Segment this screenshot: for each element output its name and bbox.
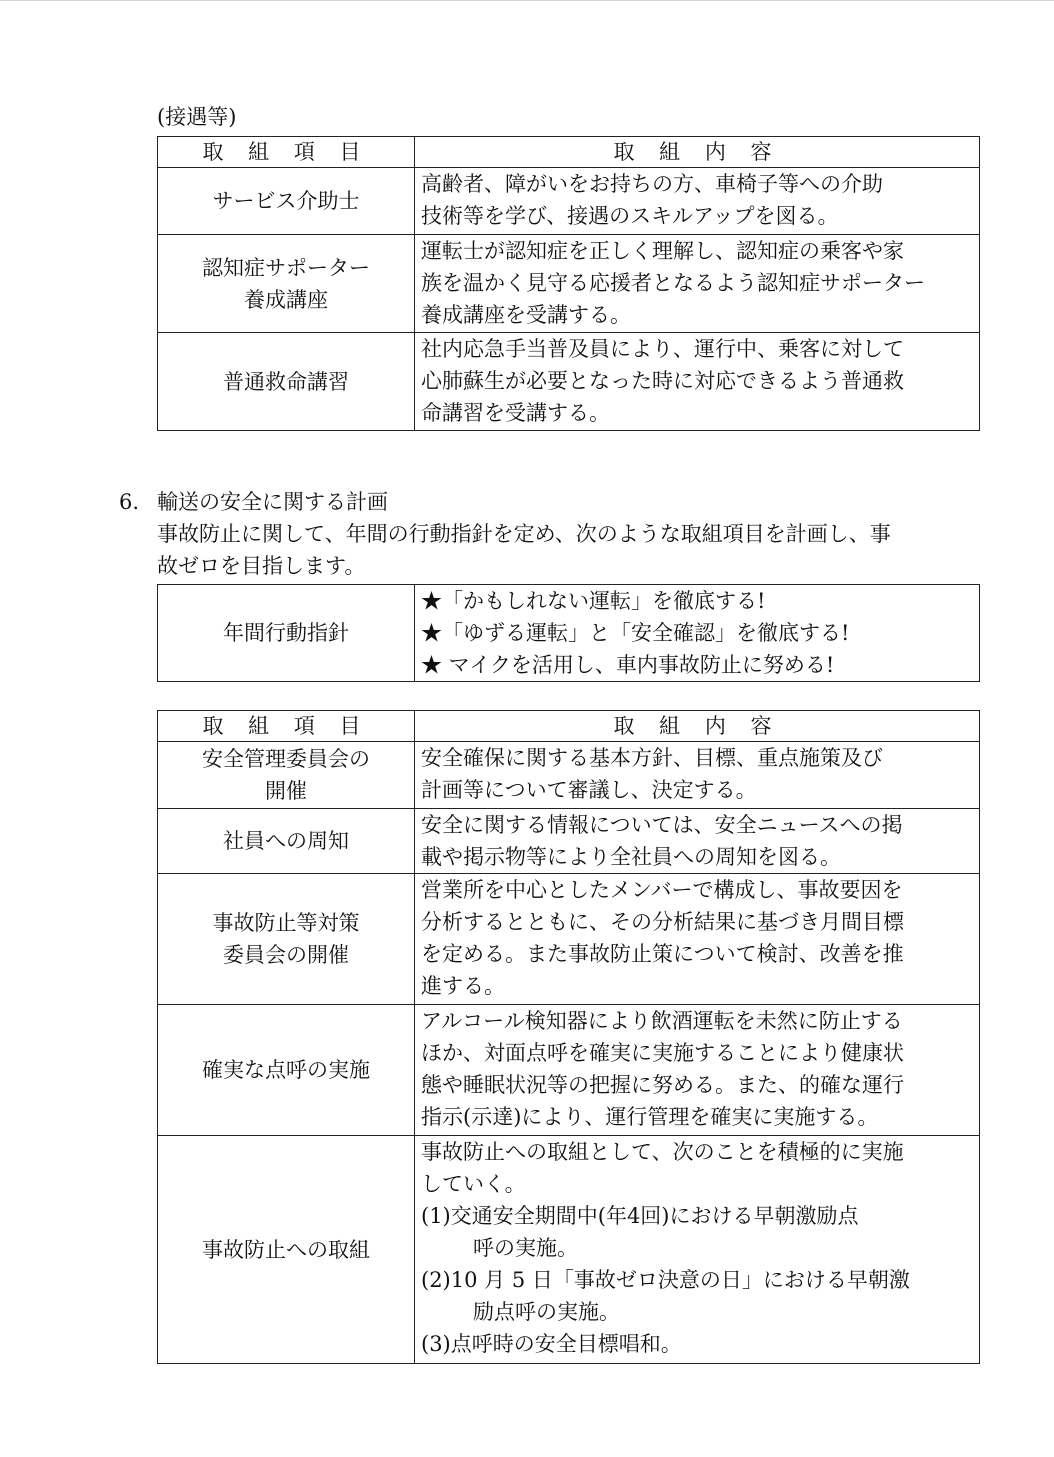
numbered-item-continuation: 励点呼の実施。 [473, 1300, 620, 1324]
content-cell: 運転士が認知症を正しく理解し、認知症の乗客や家 族を温かく見守る応援者となるよう認知症サポーター 養成講座を受講する。 [415, 235, 980, 333]
item-cell: 確実な点呼の実施 [158, 1005, 415, 1136]
numbered-item: (1)交通安全期間中(年4回)における早朝激励点 [421, 1204, 859, 1228]
table-row [158, 809, 980, 874]
hospitality-table [157, 136, 980, 431]
item-cell: 社員への周知 [158, 809, 415, 874]
header-item: 取 組 項 目 [158, 711, 415, 742]
numbered-item: (2)10 月 5 日「事故ゼロ決意の日」における早朝激 [421, 1268, 910, 1292]
guideline-table [157, 584, 980, 682]
table-row [158, 235, 980, 333]
content-cell: アルコール検知器により飲酒運転を未然に防止する ほか、対面点呼を確実に実施することにより健康状 態や睡眠状況等の把握に努める。また、的確な運行 指示(示達)により、運行管理を確実に実施する。 [415, 1005, 980, 1136]
page-top-border [0, 0, 1054, 1]
guideline-bullet: ★ マイクを活用し、車内事故防止に努める! [421, 653, 835, 677]
table-row [158, 742, 980, 809]
table-row [158, 168, 980, 235]
content-cell: 安全に関する情報については、安全ニュースへの掲 載や掲示物等により全社員への周知を図る。 [415, 809, 980, 874]
guideline-label: 年間行動指針 [158, 585, 415, 682]
content-cell: 事故防止への取組として、次のことを積極的に実施 していく。 (1)交通安全期間中(年4回)における早朝激励点 呼の実施。 (2)10 月 5 日「事故ゼロ決意の日」における早朝激 励点呼の実施。 (3)点呼時の安全目標唱和。 [415, 1136, 980, 1364]
item-cell: 認知症サポーター 養成講座 [158, 235, 415, 333]
guideline-table-wrap [157, 584, 980, 682]
item-cell: 安全管理委員会の 開催 [158, 742, 415, 809]
table-row [158, 874, 980, 1005]
item-cell: 事故防止への取組 [158, 1136, 415, 1364]
content-cell: 安全確保に関する基本方針、目標、重点施策及び 計画等について審議し、決定する。 [415, 742, 980, 809]
item-cell: 事故防止等対策 委員会の開催 [158, 874, 415, 1005]
content-cell: 高齢者、障がいをお持ちの方、車椅子等への介助 技術等を学び、接遇のスキルアップを図る。 [415, 168, 980, 235]
table-row [158, 333, 980, 431]
guideline-bullet: ★「かもしれない運転」を徹底する! [421, 589, 766, 613]
guideline-bullet: ★「ゆずる運転」と「安全確認」を徹底する! [421, 621, 850, 645]
table-header-row [158, 711, 980, 742]
header-item: 取 組 項 目 [158, 137, 415, 168]
table-row [158, 1136, 980, 1364]
measures-table [157, 710, 980, 1364]
numbered-item-continuation: 呼の実施。 [473, 1236, 578, 1260]
table-row [158, 585, 980, 682]
header-content: 取 組 内 容 [415, 137, 980, 168]
section-intro-line: 故ゼロを目指します。 [157, 554, 366, 578]
section-intro-line: 事故防止に関して、年間の行動指針を定め、次のような取組項目を計画し、事 [157, 522, 891, 546]
item-cell: 普通救命講習 [158, 333, 415, 431]
hospitality-table-wrap [157, 136, 980, 431]
content-cell: 社内応急手当普及員により、運行中、乗客に対して 心肺蘇生が必要となった時に対応できるよう普通救 命講習を受講する。 [415, 333, 980, 431]
guideline-bullets [415, 585, 980, 682]
section-number: 6. [119, 490, 140, 514]
measures-table-wrap [157, 710, 980, 1364]
table-header-row [158, 137, 980, 168]
hospitality-caption: (接遇等) [157, 105, 237, 129]
numbered-item: (3)点呼時の安全目標唱和。 [421, 1332, 682, 1356]
header-content: 取 組 内 容 [415, 711, 980, 742]
section-title: 輸送の安全に関する計画 [157, 490, 388, 514]
table-row [158, 1005, 980, 1136]
content-cell: 営業所を中心としたメンバーで構成し、事故要因を 分析するとともに、その分析結果に基づき月間目標 を定める。また事故防止策について検討、改善を推 進する。 [415, 874, 980, 1005]
item-cell: サービス介助士 [158, 168, 415, 235]
